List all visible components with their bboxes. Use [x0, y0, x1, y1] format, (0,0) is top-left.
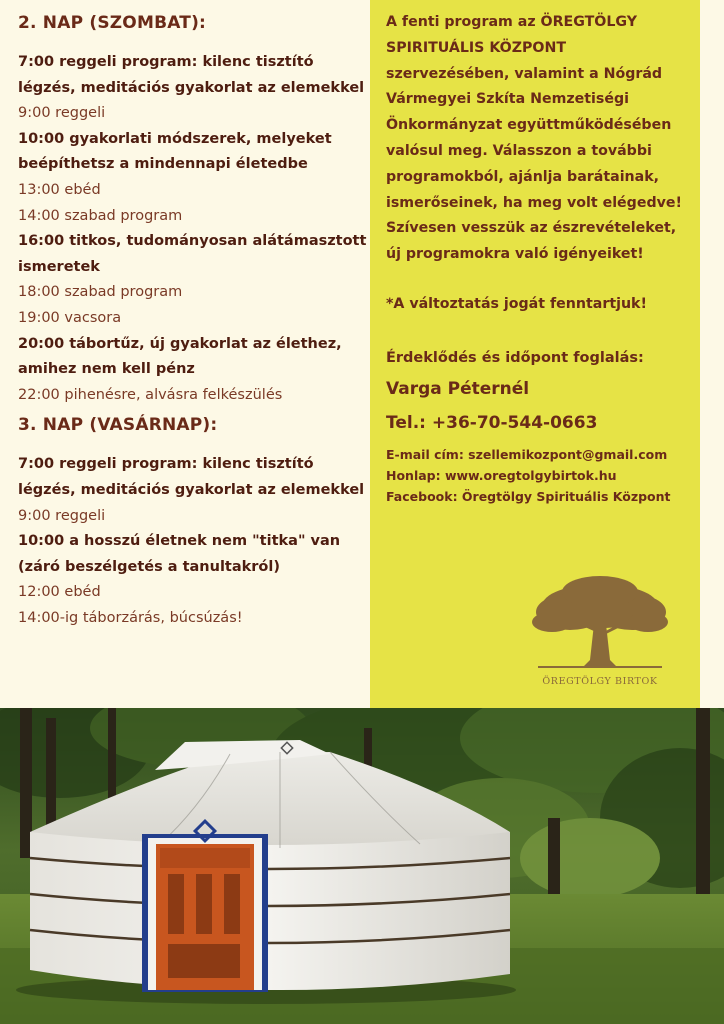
schedule-item: 16:00 titkos, tudományosan alátámasztott ismeretek	[18, 233, 367, 275]
oak-tree-logo-icon	[530, 572, 670, 672]
day3-schedule	[18, 452, 370, 631]
disclaimer-note: *A változtatás jogát fenntartjuk!	[386, 295, 647, 312]
schedule-item: 14:00 szabad program	[18, 207, 183, 224]
schedule-item: 12:00 ebéd	[18, 584, 101, 601]
schedule-item: 7:00 reggeli program: kilenc tisztító légzés, meditációs gyakorlat az elemekkel	[18, 54, 365, 96]
schedule-column	[0, 0, 370, 708]
schedule-item: 9:00 reggeli	[18, 507, 106, 524]
contact-phone[interactable]: Tel.: +36-70-544-0663	[386, 412, 598, 433]
contact-name: Varga Péternél	[386, 378, 530, 399]
schedule-item: 22:00 pihenésre, alvásra felkészülés	[18, 386, 283, 403]
day3-title: 3. NAP (VASÁRNAP):	[18, 415, 218, 436]
contact-heading: Érdeklődés és időpont foglalás:	[386, 349, 644, 366]
schedule-item: 14:00-ig táborzárás, búcsúzás!	[18, 609, 243, 626]
schedule-item: 13:00 ebéd	[18, 181, 101, 198]
intro-paragraph: A fenti program az ÖREGTÖLGY SPIRITUÁLIS KÖZPONT szervezésében, valamint a Nógrád Vármegyei Szkíta Nemzetiségi Önkormányzat együttműködésében valósul meg. Válasszon a további programokból, ajánlja barátainak, ismerőseinek, ha meg volt elégedve! Szívesen vesszük az észrevételeket, új programokra való igényeiket!	[386, 14, 682, 263]
logo-caption: ÖREGTÖLGY BIRTOK	[542, 676, 658, 687]
schedule-item: 20:00 tábortűz, új gyakorlat az élethez, amihez nem kell pénz	[18, 335, 342, 378]
info-column	[370, 0, 700, 708]
contact-facebook[interactable]: Facebook: Öregtölgy Spirituális Központ	[386, 488, 671, 504]
schedule-item: 19:00 vacsora	[18, 309, 122, 326]
schedule-item: 18:00 szabad program	[18, 284, 183, 301]
contact-website[interactable]: Honlap: www.oregtolgybirtok.hu	[386, 467, 617, 483]
schedule-item: 7:00 reggeli program: kilenc tisztító légzés, meditációs gyakorlat az elemekkel	[18, 456, 365, 498]
day2-title: 2. NAP (SZOMBAT):	[18, 13, 207, 33]
schedule-item: 9:00 reggeli	[18, 105, 106, 122]
schedule-item: 10:00 gyakorlati módszerek, melyeket beépíthetsz a mindennapi életedbe	[18, 130, 332, 173]
contact-email[interactable]: E-mail cím: szellemikozpont@gmail.com	[386, 446, 668, 462]
yurt-photo	[0, 708, 724, 1024]
schedule-item: 10:00 a hosszú életnek nem "titka" van (záró beszélgetés a tanultakról)	[18, 533, 341, 575]
day2-schedule	[18, 50, 370, 408]
